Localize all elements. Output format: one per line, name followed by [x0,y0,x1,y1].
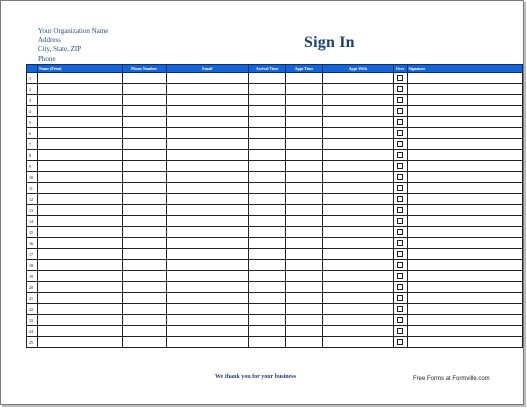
table-row [27,238,523,249]
over-checkbox[interactable] [397,262,403,268]
table-row [27,161,523,172]
appt-with-cell[interactable] [322,161,393,172]
column-header-row-number [27,65,38,73]
over-checkbox[interactable] [397,119,403,125]
over-cell [393,293,407,304]
over-cell [393,84,407,95]
name-print-cell[interactable] [37,216,122,227]
appt-time-cell[interactable] [285,84,322,95]
arrival-time-cell[interactable] [249,172,286,183]
arrival-time-cell[interactable] [249,95,286,106]
row-number: 8 [27,150,38,161]
email-cell[interactable] [166,73,249,84]
over-cell [393,128,407,139]
email-cell[interactable] [166,128,249,139]
phone-number-cell[interactable] [122,84,166,95]
arrival-time-cell[interactable] [249,106,286,117]
over-checkbox[interactable] [397,328,403,334]
signature-cell[interactable] [407,216,522,227]
table-row [27,194,523,205]
appt-time-cell[interactable] [285,172,322,183]
over-cell [393,139,407,150]
appt-with-cell[interactable] [322,117,393,128]
appt-time-cell[interactable] [285,293,322,304]
over-checkbox[interactable] [397,97,403,103]
appt-with-cell[interactable] [322,128,393,139]
phone-number-cell[interactable] [122,205,166,216]
organization-city-state-zip: City, State, ZIP [38,45,82,54]
table-row [27,216,523,227]
email-cell[interactable] [166,172,249,183]
table-row [27,106,523,117]
signature-cell[interactable] [407,249,522,260]
signature-cell[interactable] [407,117,522,128]
name-print-cell[interactable] [37,106,122,117]
row-number: 23 [27,315,38,326]
name-print-cell[interactable] [37,260,122,271]
arrival-time-cell[interactable] [249,271,286,282]
row-number: 1 [27,73,38,84]
table-row [27,227,523,238]
arrival-time-cell[interactable] [249,304,286,315]
appt-with-cell[interactable] [322,249,393,260]
appt-with-cell[interactable] [322,238,393,249]
appt-time-cell[interactable] [285,271,322,282]
appt-with-cell[interactable] [322,172,393,183]
signature-cell[interactable] [407,106,522,117]
name-print-cell[interactable] [37,150,122,161]
over-checkbox[interactable] [397,240,403,246]
signature-cell[interactable] [407,238,522,249]
phone-number-cell[interactable] [122,183,166,194]
over-checkbox[interactable] [397,251,403,257]
over-checkbox[interactable] [397,174,403,180]
row-number: 19 [27,271,38,282]
appt-time-cell[interactable] [285,73,322,84]
name-print-cell[interactable] [37,205,122,216]
over-checkbox[interactable] [397,229,403,235]
email-cell[interactable] [166,117,249,128]
over-cell [393,194,407,205]
name-print-cell[interactable] [37,172,122,183]
phone-number-cell[interactable] [122,293,166,304]
email-cell[interactable] [166,315,249,326]
over-cell [393,271,407,282]
name-print-cell[interactable] [37,282,122,293]
appt-time-cell[interactable] [285,260,322,271]
name-print-cell[interactable] [37,304,122,315]
row-number: 11 [27,183,38,194]
signature-cell[interactable] [407,304,522,315]
row-number: 15 [27,227,38,238]
page-title: Sign In [304,34,355,51]
over-cell [393,161,407,172]
appt-time-cell[interactable] [285,227,322,238]
table-row [27,95,523,106]
table-row [27,271,523,282]
over-checkbox[interactable] [397,163,403,169]
arrival-time-cell[interactable] [249,282,286,293]
appt-with-cell[interactable] [322,205,393,216]
phone-number-cell[interactable] [122,238,166,249]
arrival-time-cell[interactable] [249,139,286,150]
over-checkbox[interactable] [397,108,403,114]
appt-time-cell[interactable] [285,194,322,205]
appt-time-cell[interactable] [285,326,322,337]
appt-time-cell[interactable] [285,95,322,106]
row-number: 9 [27,161,38,172]
name-print-cell[interactable] [37,84,122,95]
column-header-name-print: Name (Print) [37,65,122,73]
row-number: 21 [27,293,38,304]
appt-time-cell[interactable] [285,337,322,348]
table-row [27,139,523,150]
appt-with-cell[interactable] [322,282,393,293]
signature-cell[interactable] [407,161,522,172]
over-cell [393,282,407,293]
arrival-time-cell[interactable] [249,293,286,304]
signature-cell[interactable] [407,271,522,282]
name-print-cell[interactable] [37,249,122,260]
arrival-time-cell[interactable] [249,249,286,260]
name-print-cell[interactable] [37,271,122,282]
table-row [27,117,523,128]
phone-number-cell[interactable] [122,194,166,205]
formville-credit: Free Forms at Formville.com [413,376,490,382]
phone-number-cell[interactable] [122,337,166,348]
appt-time-cell[interactable] [285,238,322,249]
over-checkbox[interactable] [397,196,403,202]
name-print-cell[interactable] [37,95,122,106]
appt-with-cell[interactable] [322,326,393,337]
over-cell [393,150,407,161]
appt-with-cell[interactable] [322,271,393,282]
table-row [27,260,523,271]
row-number: 10 [27,172,38,183]
name-print-cell[interactable] [37,293,122,304]
over-cell [393,227,407,238]
phone-number-cell[interactable] [122,271,166,282]
table-row [27,315,523,326]
row-number: 24 [27,326,38,337]
signature-cell[interactable] [407,194,522,205]
phone-number-cell[interactable] [122,117,166,128]
table-row [27,205,523,216]
appt-with-cell[interactable] [322,139,393,150]
email-cell[interactable] [166,249,249,260]
signature-cell[interactable] [407,337,522,348]
signature-cell[interactable] [407,172,522,183]
appt-with-cell[interactable] [322,216,393,227]
table-row [27,172,523,183]
arrival-time-cell[interactable] [249,260,286,271]
appt-with-cell[interactable] [322,106,393,117]
arrival-time-cell[interactable] [249,315,286,326]
appt-time-cell[interactable] [285,150,322,161]
signature-cell[interactable] [407,326,522,337]
over-cell [393,326,407,337]
email-cell[interactable] [166,326,249,337]
email-cell[interactable] [166,150,249,161]
column-header-email: Email [166,65,249,73]
email-cell[interactable] [166,216,249,227]
name-print-cell[interactable] [37,337,122,348]
over-checkbox[interactable] [397,141,403,147]
table-row [27,337,523,348]
email-cell[interactable] [166,194,249,205]
table-row [27,128,523,139]
column-header-signature: Signature [407,65,522,73]
email-cell[interactable] [166,337,249,348]
row-number: 25 [27,337,38,348]
arrival-time-cell[interactable] [249,205,286,216]
over-checkbox[interactable] [397,152,403,158]
over-checkbox[interactable] [397,185,403,191]
row-number: 4 [27,106,38,117]
over-checkbox[interactable] [397,284,403,290]
phone-number-cell[interactable] [122,73,166,84]
row-number: 3 [27,95,38,106]
row-number: 12 [27,194,38,205]
column-header-arrival-time: Arrival Time [249,65,286,73]
row-number: 20 [27,282,38,293]
arrival-time-cell[interactable] [249,337,286,348]
email-cell[interactable] [166,139,249,150]
signature-cell[interactable] [407,315,522,326]
organization-block [38,27,108,64]
signature-cell[interactable] [407,150,522,161]
row-number: 17 [27,249,38,260]
name-print-cell[interactable] [37,227,122,238]
signature-cell[interactable] [407,293,522,304]
appt-with-cell[interactable] [322,260,393,271]
arrival-time-cell[interactable] [249,216,286,227]
column-header-over: Over [393,65,407,73]
over-checkbox[interactable] [397,273,403,279]
name-print-cell[interactable] [37,73,122,84]
column-header-phone-number: Phone Number [122,65,166,73]
name-print-cell[interactable] [37,117,122,128]
over-checkbox[interactable] [397,75,403,81]
organization-address: Address [38,36,61,45]
table-row [27,293,523,304]
over-cell [393,216,407,227]
phone-number-cell[interactable] [122,106,166,117]
table-row [27,84,523,95]
arrival-time-cell[interactable] [249,117,286,128]
email-cell[interactable] [166,84,249,95]
signature-cell[interactable] [407,282,522,293]
appt-with-cell[interactable] [322,84,393,95]
appt-with-cell[interactable] [322,95,393,106]
over-checkbox[interactable] [397,339,403,345]
phone-number-cell[interactable] [122,128,166,139]
table-row [27,183,523,194]
appt-with-cell[interactable] [322,227,393,238]
phone-number-cell[interactable] [122,282,166,293]
phone-number-cell[interactable] [122,95,166,106]
name-print-cell[interactable] [37,238,122,249]
arrival-time-cell[interactable] [249,128,286,139]
appt-time-cell[interactable] [285,282,322,293]
phone-number-cell[interactable] [122,161,166,172]
appt-time-cell[interactable] [285,183,322,194]
column-header-appt-with: Appt With [322,65,393,73]
email-cell[interactable] [166,227,249,238]
appt-time-cell[interactable] [285,249,322,260]
signature-cell[interactable] [407,227,522,238]
signature-cell[interactable] [407,139,522,150]
over-cell [393,238,407,249]
row-number: 16 [27,238,38,249]
appt-time-cell[interactable] [285,106,322,117]
phone-number-cell[interactable] [122,227,166,238]
over-cell [393,337,407,348]
appt-with-cell[interactable] [322,150,393,161]
arrival-time-cell[interactable] [249,227,286,238]
sign-in-table [26,64,523,348]
appt-time-cell[interactable] [285,117,322,128]
name-print-cell[interactable] [37,194,122,205]
appt-with-cell[interactable] [322,194,393,205]
phone-number-cell[interactable] [122,304,166,315]
appt-with-cell[interactable] [322,183,393,194]
thank-you-message: We thank you for your business [215,374,296,380]
email-cell[interactable] [166,161,249,172]
arrival-time-cell[interactable] [249,161,286,172]
email-cell[interactable] [166,238,249,249]
table-row [27,249,523,260]
row-number: 13 [27,205,38,216]
over-cell [393,117,407,128]
over-cell [393,106,407,117]
appt-time-cell[interactable] [285,216,322,227]
signature-cell[interactable] [407,84,522,95]
name-print-cell[interactable] [37,183,122,194]
over-checkbox[interactable] [397,295,403,301]
arrival-time-cell[interactable] [249,150,286,161]
appt-with-cell[interactable] [322,315,393,326]
phone-number-cell[interactable] [122,139,166,150]
organization-phone: Phone [38,54,56,63]
over-cell [393,260,407,271]
row-number: 6 [27,128,38,139]
name-print-cell[interactable] [37,128,122,139]
signature-cell[interactable] [407,128,522,139]
phone-number-cell[interactable] [122,216,166,227]
appt-time-cell[interactable] [285,304,322,315]
signature-cell[interactable] [407,183,522,194]
over-cell [393,183,407,194]
over-checkbox[interactable] [397,306,403,312]
signature-cell[interactable] [407,73,522,84]
name-print-cell[interactable] [37,161,122,172]
signature-cell[interactable] [407,205,522,216]
email-cell[interactable] [166,106,249,117]
appt-time-cell[interactable] [285,139,322,150]
table-row [27,282,523,293]
row-number: 22 [27,304,38,315]
name-print-cell[interactable] [37,326,122,337]
row-number: 5 [27,117,38,128]
phone-number-cell[interactable] [122,172,166,183]
phone-number-cell[interactable] [122,249,166,260]
signature-cell[interactable] [407,95,522,106]
appt-time-cell[interactable] [285,205,322,216]
name-print-cell[interactable] [37,315,122,326]
arrival-time-cell[interactable] [249,73,286,84]
appt-with-cell[interactable] [322,73,393,84]
row-number: 2 [27,84,38,95]
phone-number-cell[interactable] [122,326,166,337]
signature-cell[interactable] [407,260,522,271]
email-cell[interactable] [166,304,249,315]
phone-number-cell[interactable] [122,260,166,271]
table-row [27,304,523,315]
row-number: 14 [27,216,38,227]
arrival-time-cell[interactable] [249,84,286,95]
table-row [27,326,523,337]
appt-with-cell[interactable] [322,337,393,348]
phone-number-cell[interactable] [122,150,166,161]
over-cell [393,315,407,326]
arrival-time-cell[interactable] [249,183,286,194]
appt-time-cell[interactable] [285,161,322,172]
email-cell[interactable] [166,282,249,293]
arrival-time-cell[interactable] [249,238,286,249]
over-checkbox[interactable] [397,218,403,224]
over-checkbox[interactable] [397,317,403,323]
over-checkbox[interactable] [397,130,403,136]
row-number: 18 [27,260,38,271]
name-print-cell[interactable] [37,139,122,150]
over-cell [393,205,407,216]
appt-with-cell[interactable] [322,304,393,315]
appt-with-cell[interactable] [322,293,393,304]
email-cell[interactable] [166,260,249,271]
over-checkbox[interactable] [397,207,403,213]
over-cell [393,95,407,106]
organization-name: Your Organization Name [38,27,109,35]
row-number: 7 [27,139,38,150]
column-header-appt-time: Appt Time [285,65,322,73]
table-row [27,150,523,161]
over-cell [393,172,407,183]
over-checkbox[interactable] [397,86,403,92]
phone-number-cell[interactable] [122,315,166,326]
over-cell [393,73,407,84]
email-cell[interactable] [166,205,249,216]
email-cell[interactable] [166,271,249,282]
arrival-time-cell[interactable] [249,194,286,205]
over-cell [393,304,407,315]
arrival-time-cell[interactable] [249,326,286,337]
appt-time-cell[interactable] [285,315,322,326]
email-cell[interactable] [166,95,249,106]
email-cell[interactable] [166,183,249,194]
over-cell [393,249,407,260]
appt-time-cell[interactable] [285,128,322,139]
table-row [27,73,523,84]
email-cell[interactable] [166,293,249,304]
table-header-row [27,65,523,73]
